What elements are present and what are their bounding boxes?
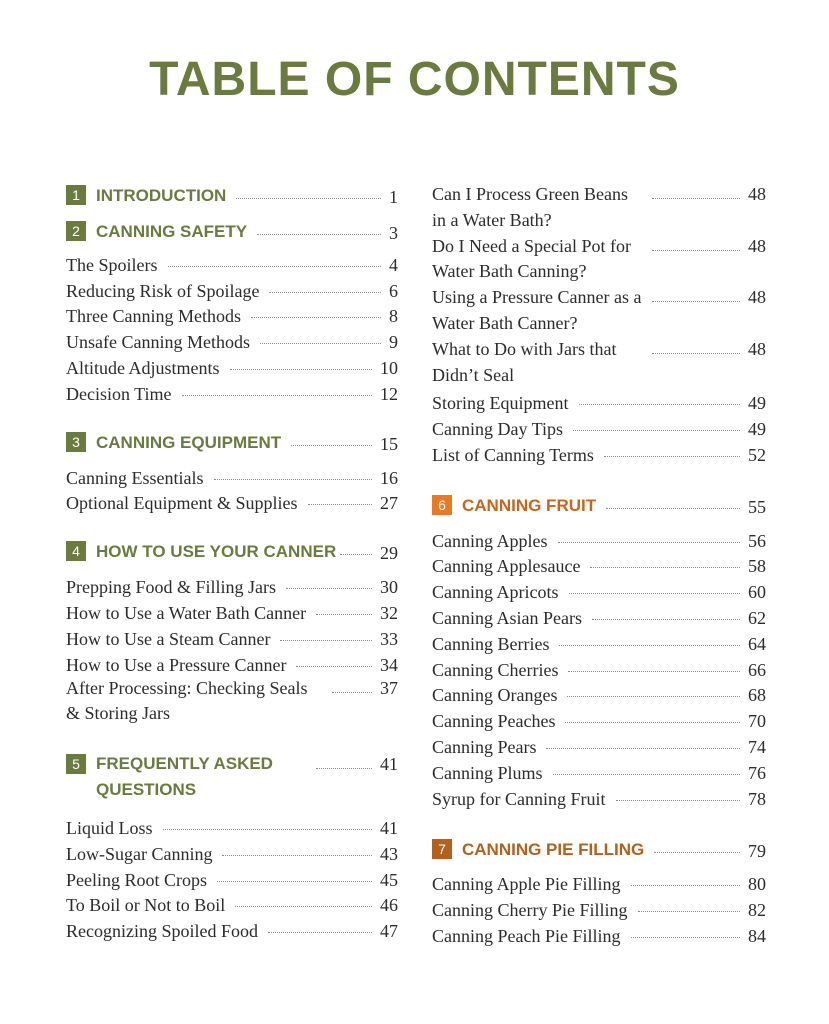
page-number: 15 — [380, 433, 398, 454]
page-number: 74 — [748, 736, 766, 757]
page-number: 45 — [380, 869, 398, 890]
chapter-title: HOW TO USE YOUR CANNER — [96, 542, 337, 562]
dot-leader — [558, 542, 741, 543]
dot-leader — [652, 301, 740, 302]
toc-entry[interactable] — [432, 921, 766, 947]
page-number: 41 — [380, 817, 398, 838]
toc-entry[interactable] — [66, 302, 398, 328]
page-number: 80 — [748, 874, 766, 895]
page-number: 9 — [389, 332, 398, 353]
entry-title: Three Canning Methods — [66, 306, 241, 327]
toc-entry[interactable] — [66, 463, 398, 489]
page-number: 30 — [380, 577, 398, 598]
page-number: 78 — [748, 788, 766, 809]
dot-leader — [230, 369, 372, 370]
page-number: 55 — [748, 496, 766, 517]
entry-title: Canning Peach Pie Filling — [432, 925, 621, 946]
page-number: 6 — [389, 280, 398, 301]
dot-leader — [163, 829, 372, 830]
dot-leader — [222, 855, 372, 856]
page-number: 34 — [380, 654, 398, 675]
dot-leader — [316, 614, 372, 615]
page-number: 70 — [748, 711, 766, 732]
chapter-title: CANNING PIE FILLING — [462, 839, 645, 859]
entry-title: Canning Plums — [432, 762, 543, 783]
entry-title: Canning Peaches — [432, 711, 556, 732]
dot-leader — [214, 479, 373, 480]
toc-entry[interactable] — [432, 440, 766, 466]
page-number: 16 — [380, 467, 398, 488]
dot-leader — [316, 768, 372, 769]
toc-entry[interactable] — [432, 234, 766, 286]
chapter-2-heading[interactable] — [66, 218, 398, 244]
entry-title: Altitude Adjustments — [66, 357, 220, 378]
entry-title: Syrup for Canning Fruit — [432, 788, 606, 809]
dot-leader — [654, 852, 740, 853]
chapter-title: CANNING SAFETY — [96, 222, 248, 241]
entry-title: Canning Applesauce — [432, 556, 581, 577]
dot-leader — [269, 292, 381, 293]
dot-leader — [260, 343, 381, 344]
toc-entry[interactable] — [432, 414, 766, 440]
entry-title: Canning Day Tips — [432, 418, 564, 439]
entry-title: Low-Sugar Canning — [66, 843, 213, 864]
toc-entry[interactable] — [66, 276, 398, 302]
entry-title: What to Do with Jars that Didn’t Seal — [432, 338, 617, 385]
chapter-1-heading[interactable] — [66, 182, 398, 208]
chapter-title: FREQUENTLY ASKED QUESTIONS — [96, 754, 273, 800]
chapter-5-heading[interactable] — [66, 751, 398, 805]
toc-entry[interactable] — [432, 706, 766, 732]
dot-leader — [235, 906, 372, 907]
chapter-number-badge: 2 — [66, 221, 86, 241]
dot-leader — [296, 666, 372, 667]
page-number: 49 — [748, 393, 766, 414]
entry-title: Canning Apple Pie Filling — [432, 874, 621, 895]
page-number: 12 — [380, 383, 398, 404]
page-number: 58 — [748, 556, 766, 577]
dot-leader — [616, 800, 741, 801]
toc-entry[interactable] — [66, 624, 398, 650]
dot-leader — [308, 504, 373, 505]
page-number: 48 — [748, 287, 766, 308]
page-number: 43 — [380, 843, 398, 864]
dot-leader — [182, 395, 372, 396]
dot-leader — [236, 198, 381, 199]
toc-entry[interactable] — [432, 182, 766, 234]
toc-entry[interactable] — [432, 655, 766, 681]
dot-leader — [604, 456, 740, 457]
page-number: 84 — [748, 925, 766, 946]
dot-leader — [652, 250, 740, 251]
entry-title: After Processing: Checking Seals & Storing Jars — [66, 677, 308, 724]
dot-leader — [286, 588, 372, 589]
page-number: 46 — [380, 895, 398, 916]
page-number: 64 — [748, 633, 766, 654]
toc-entry[interactable] — [66, 489, 398, 515]
dot-leader — [168, 266, 382, 267]
chapter-7-heading[interactable] — [432, 836, 766, 862]
page-title: TABLE OF CONTENTS — [149, 53, 680, 106]
chapter-6-heading[interactable] — [432, 492, 766, 518]
entry-title: Canning Cherries — [432, 659, 559, 680]
entry-title: Unsafe Canning Methods — [66, 332, 250, 353]
page-number: 33 — [380, 628, 398, 649]
page-number: 37 — [380, 677, 398, 698]
dot-leader — [631, 885, 740, 886]
entry-title: Peeling Root Crops — [66, 869, 208, 890]
chapter-title: CANNING EQUIPMENT — [96, 432, 282, 452]
page-number: 60 — [748, 582, 766, 603]
entry-title: Canning Oranges — [432, 685, 558, 706]
entry-title: Recognizing Spoiled Food — [66, 921, 258, 942]
entry-title: To Boil or Not to Boil — [66, 895, 226, 916]
entry-title: Can I Process Green Beans in a Water Bath? — [432, 184, 628, 230]
toc-entry[interactable] — [432, 526, 766, 552]
dot-leader — [251, 317, 381, 318]
page-number: 48 — [748, 235, 766, 256]
toc-entry[interactable] — [66, 650, 398, 676]
page-number: 68 — [748, 685, 766, 706]
entry-title: The Spoilers — [66, 254, 158, 275]
entry-title: Canning Cherry Pie Filling — [432, 900, 628, 921]
chapter-3-heading[interactable] — [66, 429, 398, 455]
toc-entry[interactable] — [66, 891, 398, 917]
toc-entry[interactable] — [432, 552, 766, 578]
dot-leader — [573, 430, 740, 431]
chapter-title: INTRODUCTION — [96, 186, 227, 205]
toc-entry[interactable] — [66, 865, 398, 891]
entry-title: Canning Asian Pears — [432, 607, 582, 628]
dot-leader — [606, 508, 740, 509]
page-number: 62 — [748, 607, 766, 628]
chapter-number-badge: 4 — [66, 541, 86, 561]
chapter-number-badge: 5 — [66, 754, 86, 774]
chapter-title: CANNING FRUIT — [462, 495, 597, 515]
page-number: 41 — [380, 754, 398, 775]
entry-title: Do I Need a Special Pot for Water Bath Canning? — [432, 235, 631, 282]
dot-leader — [569, 593, 741, 594]
page-number: 29 — [380, 543, 398, 564]
dot-leader — [257, 234, 381, 235]
toc-entry[interactable] — [66, 379, 398, 405]
toc-entry[interactable] — [432, 629, 766, 655]
entry-title: Decision Time — [66, 383, 172, 404]
toc-left-column — [66, 182, 398, 942]
page-number: 8 — [389, 306, 398, 327]
toc-entry[interactable] — [66, 676, 398, 728]
page-number: 3 — [389, 223, 398, 243]
chapter-number-badge: 1 — [66, 185, 86, 205]
entry-title: Prepping Food & Filling Jars — [66, 577, 277, 598]
entry-title: Optional Equipment & Supplies — [66, 493, 298, 514]
dot-leader — [559, 645, 740, 646]
toc-entry[interactable] — [66, 916, 398, 942]
page-number: 76 — [748, 762, 766, 783]
dot-leader — [579, 404, 741, 405]
toc-entry[interactable] — [432, 337, 766, 389]
dot-leader — [592, 619, 740, 620]
page-number: 56 — [748, 530, 766, 551]
toc-entry[interactable] — [66, 813, 398, 839]
page-number: 48 — [748, 338, 766, 359]
dot-leader — [638, 911, 741, 912]
entry-title: Storing Equipment — [432, 393, 569, 414]
page-number: 10 — [380, 357, 398, 378]
toc-entry[interactable] — [432, 895, 766, 921]
toc-entry[interactable] — [66, 572, 398, 598]
entry-title: List of Canning Terms — [432, 444, 594, 465]
page-number: 27 — [380, 493, 398, 514]
chapter-number-badge: 3 — [66, 432, 86, 452]
page-number: 49 — [748, 418, 766, 439]
toc-entry[interactable] — [432, 732, 766, 758]
dot-leader — [567, 696, 740, 697]
dot-leader — [340, 554, 372, 555]
dot-leader — [631, 937, 741, 938]
entry-title: Canning Essentials — [66, 467, 204, 488]
entry-title: Reducing Risk of Spoilage — [66, 280, 260, 301]
page-number: 66 — [748, 659, 766, 680]
page-number: 52 — [748, 444, 766, 465]
dot-leader — [568, 671, 740, 672]
toc-entry[interactable] — [66, 598, 398, 624]
dot-leader — [652, 353, 740, 354]
toc-entry[interactable] — [432, 681, 766, 707]
dot-leader — [553, 774, 740, 775]
page-number: 79 — [748, 840, 766, 861]
toc-entry[interactable] — [432, 285, 766, 337]
entry-title: Using a Pressure Canner as a Water Bath Canner? — [432, 287, 642, 333]
toc-entry[interactable] — [66, 353, 398, 379]
entry-title: Canning Apricots — [432, 582, 559, 603]
chapter-4-heading[interactable] — [66, 538, 398, 564]
page-number: 82 — [748, 900, 766, 921]
page-number: 1 — [389, 187, 398, 207]
page-number: 48 — [748, 184, 766, 204]
dot-leader — [217, 881, 372, 882]
page-number: 47 — [380, 921, 398, 942]
page-number: 32 — [380, 602, 398, 623]
toc-entry[interactable] — [66, 327, 398, 353]
toc-entry[interactable] — [432, 388, 766, 414]
entry-title: Canning Berries — [432, 633, 550, 654]
entry-title: How to Use a Steam Canner — [66, 628, 271, 649]
chapter-number-badge: 7 — [432, 839, 452, 859]
entry-title: How to Use a Pressure Canner — [66, 654, 287, 675]
entry-title: Liquid Loss — [66, 817, 153, 838]
toc-right-column — [432, 182, 766, 947]
entry-title: Canning Apples — [432, 530, 548, 551]
dot-leader — [565, 722, 740, 723]
toc-entry[interactable] — [432, 603, 766, 629]
dot-leader — [268, 932, 372, 933]
toc-entry[interactable] — [432, 784, 766, 810]
dot-leader — [291, 445, 372, 446]
toc-entry[interactable] — [66, 839, 398, 865]
page-number: 4 — [389, 254, 398, 275]
dot-leader — [280, 640, 372, 641]
entry-title: How to Use a Water Bath Canner — [66, 602, 307, 623]
dot-leader — [546, 748, 740, 749]
toc-entry[interactable] — [432, 577, 766, 603]
toc-entry[interactable] — [432, 758, 766, 784]
chapter-number-badge: 6 — [432, 495, 452, 515]
toc-entry[interactable] — [66, 250, 398, 276]
entry-title: Canning Pears — [432, 736, 537, 757]
dot-leader — [652, 198, 740, 199]
toc-entry[interactable] — [432, 870, 766, 896]
dot-leader — [332, 692, 372, 693]
dot-leader — [590, 567, 740, 568]
